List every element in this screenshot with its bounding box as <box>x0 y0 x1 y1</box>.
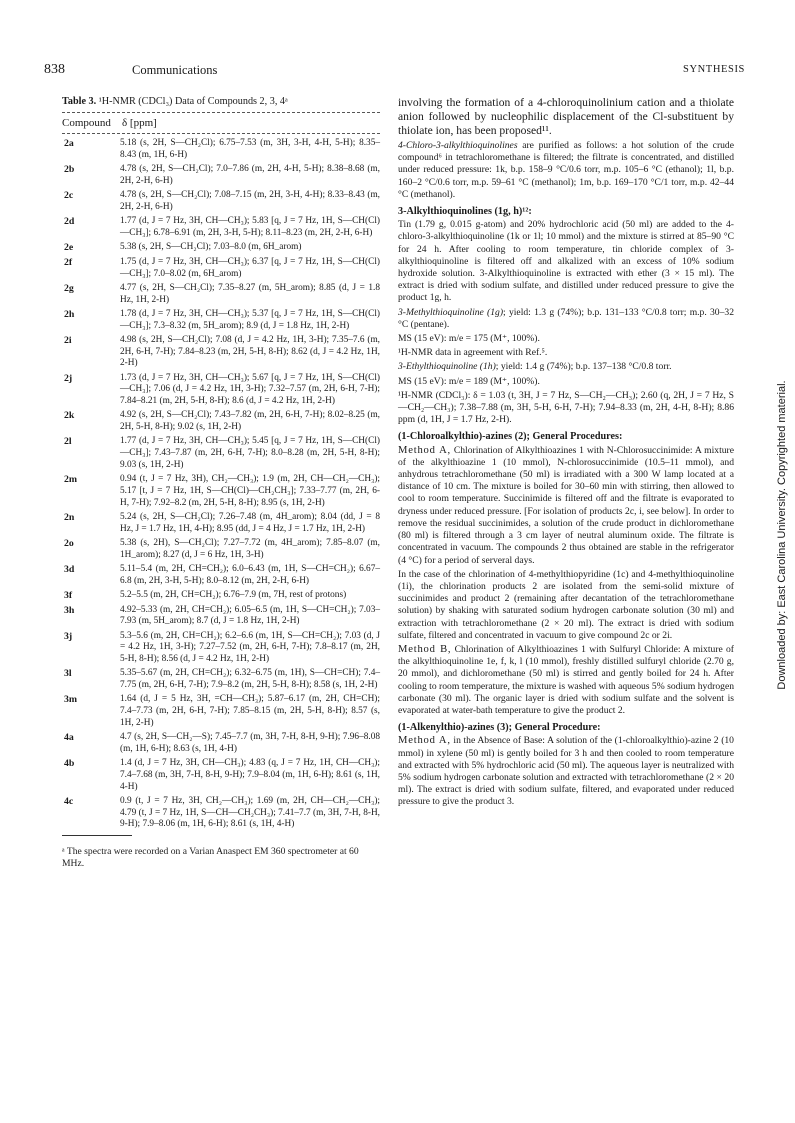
compound-1g-nmr: ¹H-NMR data in agreement with Ref.⁵. <box>398 347 548 359</box>
section-title: Communications <box>132 63 218 77</box>
nmr-shifts: 1.77 (d, J = 7 Hz, 3H, CH—CH₃); 5.45 [q, J = 7 Hz, 1H, S—CH(Cl)—CH₃]; 7.43–7.87 (m, 2H, 6-H, 7-H); 8.0–8.28 (m, 2H, 5-H, 8-H); 9.03 (s, 1H, 2-H) <box>120 436 380 471</box>
nmr-shifts: 5.18 (s, 2H, S—CH₂Cl); 6.75–7.53 (m, 3H, 3-H, 4-H, 5-H); 8.35–8.43 (m, 1H, 6-H) <box>120 138 380 161</box>
table-row <box>62 257 380 281</box>
nmr-shifts: 4.78 (s, 2H, S—CH₂Cl); 7.0–7.86 (m, 2H, 4-H, 5-H); 8.38–8.68 (m, 2H, 2-H, 6-H) <box>120 164 380 187</box>
table-row <box>62 732 380 756</box>
compound-id: 3h <box>64 604 75 616</box>
compound-1h <box>398 361 734 373</box>
table-row <box>62 436 380 471</box>
heading-alkenylthio-azines: (1-Alkenylthio)-azines (3); General Procedure: <box>398 722 601 734</box>
table-header-rule <box>62 133 380 134</box>
compound-id: 2k <box>64 410 75 422</box>
compound-1g <box>398 307 734 331</box>
compound-id: 4a <box>64 732 74 744</box>
table-title <box>62 96 380 108</box>
nmr-shifts: 1.75 (d, J = 7 Hz, 3H, CH—CH₃); 6.37 [q, J = 7 Hz, 1H, S—CH(Cl)—CH₃]; 7.0–8.02 (m, 6H_arom) <box>120 256 380 279</box>
heading-alkylthioquinolines: 3-Alkylthioquinolines (1g, h)¹²: <box>398 206 532 218</box>
compound-id: 2c <box>64 190 74 202</box>
nmr-shifts: 0.94 (t, J = 7 Hz, 3H), CH₂—CH₃); 1.9 (m, 2H, CH—CH₂—CH₃); 5.17 [t, J = 7 Hz, 1H, S—CH(Cl)—CH₂CH₃]; 7.33–7.77 (m, 2H, 6-H, 7-H); 7.92–8.2 (m, 2H, 5-H, 8-H); 8.95 (s, 1H, 2-H) <box>120 474 380 508</box>
table-row <box>62 605 380 629</box>
table-row <box>62 564 380 588</box>
body-text-column <box>398 96 734 811</box>
table-bottom-rule <box>62 835 132 836</box>
nmr-shifts: 5.11–5.4 (m, 2H, CH=CH₂); 6.0–6.43 (m, 1H, S—CH=CH₂); 6.67–6.8 (m, 2H, 3-H, 5-H); 8.0–8.12 (m, 2H, 2-H, 6-H) <box>120 563 380 586</box>
compound-id: 2e <box>64 242 74 254</box>
table-row <box>62 474 380 509</box>
nmr-shifts: 1.78 (d, J = 7 Hz, 3H, CH—CH₃); 5.37 [q, J = 7 Hz, 1H, S—CH(Cl)—CH₃]; 7.3–8.32 (m, 5H_arom); 8.9 (d, J = 1.8 Hz, 1H, 2-H) <box>120 308 380 331</box>
table-row <box>62 410 380 434</box>
compound-id: 2j <box>64 372 73 384</box>
method-b-paragraph <box>398 644 734 717</box>
table-row <box>62 631 380 666</box>
method-a2-label: Method A, <box>398 735 451 747</box>
nmr-shifts: 5.2–5.5 (m, 2H, CH=CH₂); 6.76–7.9 (m, 7H, rest of protons) <box>120 589 347 600</box>
compound-1h-data: ; yield: 1.4 g (74%); b.p. 137–138 °C/0.8 torr. <box>495 361 672 373</box>
nmr-shifts: 5.3–5.6 (m, 2H, CH=CH₂); 6.2–6.6 (m, 1H, S—CH=CH₂); 7.03 (d, J = 4.2 Hz, 1H, 3-H); 7.27–7.52 (m, 2H, 6-H, 7-H); 7.8–8.17 (m, 2H, 5-H, 8-H); 8.56 (d, J = 4.2 Hz, 1H, 2-H) <box>120 630 380 665</box>
table-label: Table 3. <box>62 96 97 107</box>
compound-id: 2g <box>64 282 74 294</box>
compound-id: 3m <box>64 694 78 706</box>
table-row <box>62 590 380 602</box>
compound-id: 2o <box>64 537 74 549</box>
nmr-table <box>62 96 380 870</box>
table-row <box>62 335 380 370</box>
compound-1h-name: 3-Ethylthioquinoline (1h) <box>398 361 496 373</box>
table-row <box>62 512 380 536</box>
column-header-delta: δ [ppm] <box>122 117 157 130</box>
compound-id: 2f <box>64 256 73 268</box>
compound-1h-nmr: ¹H-NMR (CDCl₃): δ = 1.03 (t, 3H, J = 7 Hz, S—CH₂—CH₃); 2.60 (q, 2H, J = 7 Hz, S—CH₂—CH₃); 7.38–7.88 (m, 3H, 5-H, 6-H, 7-H); 7.94–8.33 (m, 2H, 4-H, 8-H); 8.86 ppm (d, 1H, J = 1.7 Hz, 2-H). <box>398 389 734 426</box>
table-row <box>62 758 380 793</box>
nmr-shifts: 5.24 (s, 2H, S—CH₂Cl); 7.26–7.48 (m, 4H_arom); 8.04 (dd, J = 8 Hz, J = 1.7 Hz, 1H, 4-H); 8.95 (dd, J = 4 Hz, J = 1.7 Hz, 1H, 2-H) <box>120 512 380 534</box>
table-row <box>62 694 380 729</box>
table-caption: ¹H-NMR (CDCl₃) Data of Compounds 2, 3, 4ᵃ <box>96 96 288 107</box>
nmr-shifts: 4.78 (s, 2H, S—CH₂Cl); 7.08–7.15 (m, 2H, 3-H, 4-H); 8.33–8.43 (m, 2H, 2-H, 6-H) <box>120 190 380 213</box>
method-a2-paragraph <box>398 735 734 808</box>
method-a2-text: in the Absence of Base: A solution of the (1-chloroalkylthio)-azine 2 (10 mmol) in xylene (50 ml) is gently boiled for 3 h and then cooled to room temperature and extracted with 5% hydrochloric acid (50 ml). The aqueous layer is neutralized with 5% sodium hydrogen carbonate solution and extracted with tetrachloromethane (2 × 20 ml). The extract is dried with sodium sulfate, filtered, and evaporated under reduced pressure to give the product 3. <box>398 735 734 808</box>
compound-id: 4c <box>64 795 74 807</box>
table-row <box>62 283 380 307</box>
table-body <box>62 138 380 831</box>
table-row <box>62 309 380 333</box>
chloro-paragraph <box>398 140 734 201</box>
page-number: 838 <box>44 62 65 77</box>
nmr-shifts: 1.73 (d, J = 7 Hz, 3H, CH—CH₃); 5.67 [q, J = 7 Hz, 1H, S—CH(Cl)—CH₃]; 7.06 (d, J = 4.2 Hz, 1H, 3-H); 7.32–7.57 (m, 2H, 6-H, 7-H); 7.84–8.21 (m, 2H, 5-H, 8-H); 8.6 (d, J = 4.2 Hz, 1H, 2-H) <box>120 372 380 407</box>
table-footnote: ᵃ The spectra were recorded on a Varian Anaspect EM 360 spectrometer at 60 MHz. <box>62 846 359 870</box>
compound-id: 2i <box>64 334 72 346</box>
nmr-shifts: 1.4 (d, J = 7 Hz, 3H, CH—CH₃); 4.83 (q, J = 7 Hz, 1H, CH—CH₃); 7.4–7.68 (m, 3H, 7-H, 8-H, 9-H); 7.9–8.04 (m, 1H, 6-H); 8.61 (s, 1H, 4-H) <box>120 758 380 792</box>
table-row <box>62 216 380 240</box>
alkylthio-procedure: Tin (1.79 g, 0.015 g-atom) and 20% hydrochloric acid (50 ml) are added to the 4-chloro-3-alkylthioquinoline (1k or 1l; 10 mmol) and the mixture is stirred at 85–90 °C for 24 h. After cooling to room temperature, tin chloride complex of 3-alkylthioquinoline is filtered off and alkalized with an excess of 10% sodium hydroxide solution. 3-Alkylthioquinoline is extracted with ether (3 × 15 ml). The extract is dried with sodium sulfate, and distilled under reduced pressure to give the product 1g, h. <box>398 219 734 304</box>
case-paragraph: In the case of the chlorination of 4-methylthiopyridine (1c) and 4-methylthioquinoline (1i), the chlorination products 2 are isolated from the semi-solid mixture of succinimides and product 2 (remaining after decantation of the tetrachloromethane solution) by shaking with saturated sodium hydrogen carbonate solution (30 ml) and extraction with tetrachloromethane (2 × 20 ml). The extract is dried with sodium sulfate, filtered and concentrated in vacuum to give compound 2c or 2i. <box>398 568 734 641</box>
download-watermark: Downloaded by: East Carolina University. Copyrighted material. <box>776 380 788 690</box>
method-b-text: Chlorination of Alkylthioazines 1 with Sulfuryl Chloride: A mixture of the alkylthioquinoline 1e, f, k, l (10 mmol), freshly distilled sulfuryl chloride (2.70 g, 20 mmol), and dichloromethane (50 ml) is stirred and gently boiled for 24 h. After cooling to room temperature, the mixture is washed with aqueous 5% sodium hydrogen carbonate (30 ml). The organic layer is dried with sodium sulfate and the solvent is evaporated at water-bath temperature to give the product 2. <box>398 643 734 716</box>
compound-id: 2m <box>64 474 78 486</box>
nmr-shifts: 4.92–5.33 (m, 2H, CH=CH₂); 6.05–6.5 (m, 1H, S—CH=CH₂); 7.03–7.93 (m, 5H_arom); 8.7 (d, J = 1.8 Hz, 1H, 2-H) <box>120 604 380 627</box>
column-header-compound: Compound <box>62 117 111 130</box>
method-a-text: Chlorination of Alkylthioazines 1 with N-Chlorosuccinimide: A mixture of the alkylthioazine 1 (10 mmol), N-chlorosuccinimide (10.5–11 mmol), and anhydrous tetrachloromethane (50 ml) is irradiated with a 300 W lamp located at a distance of 10 cm. The mixture is boiled for 30–60 min with stirring, then allowed to cool to room temperature. Succinimide is filtered off and the filtrate is evaporated to dryness under reduced pressure. [For isolation of products 2c, i, see below]. In order to remove the residual succinimides, a solution of the crude product in dichloromethane (80 ml) is filtered through a 3 cm layer of neutral aluminum oxide. The filtrate is concentrated in vacuum. The compounds 2 thus obtained are stable in the refrigerator (4 °C) for a period of serveral days. <box>398 444 734 566</box>
journal-name: SYNTHESIS <box>683 64 745 75</box>
compound-id: 2b <box>64 164 75 176</box>
compound-1g-name: 3-Methylthioquinoline (1g) <box>398 306 504 318</box>
compound-id: 2h <box>64 308 75 320</box>
running-head <box>44 62 745 80</box>
method-a-paragraph <box>398 445 734 567</box>
nmr-shifts: 4.98 (s, 2H, S—CH₂Cl); 7.08 (d, J = 4.2 Hz, 1H, 3-H); 7.35–7.6 (m, 2H, 6-H, 7-H); 7.84–8.23 (m, 2H, 5-H, 8-H); 8.62 (d, J = 4.2 Hz, 1H, 2-H) <box>120 334 380 369</box>
compound-id: 3f <box>64 589 73 601</box>
table-row <box>62 668 380 692</box>
compound-1h-ms: MS (15 eV): m/e = 189 (M⁺, 100%). <box>398 375 540 387</box>
compound-id: 4b <box>64 758 75 770</box>
nmr-shifts: 1.77 (d, J = 7 Hz, 3H, CH—CH₃); 5.83 [q, J = 7 Hz, 1H, S—CH(Cl)—CH₃]; 6.78–6.91 (m, 2H, 3-H, 5-H); 8.11–8.23 (m, 2H, 2-H, 6-H) <box>120 216 380 239</box>
table-row <box>62 164 380 188</box>
nmr-shifts: 5.38 (s, 2H, S—CH₂Cl); 7.03–8.0 (m, 6H_arom) <box>120 242 302 253</box>
chloro-compound-name: 4-Chloro-3-alkylthioquinolines <box>398 140 518 151</box>
method-b-label: Method B, <box>398 643 452 655</box>
compound-id: 2n <box>64 512 75 523</box>
compound-id: 2l <box>64 436 72 448</box>
table-header <box>62 113 380 133</box>
nmr-shifts: 4.7 (s, 2H, S—CH₂—S); 7.45–7.7 (m, 3H, 7-H, 8-H, 9-H); 7.96–8.08 (m, 1H, 6-H); 8.63 (s, 1H, 4-H) <box>120 732 380 754</box>
compound-id: 3j <box>64 630 73 642</box>
table-row <box>62 190 380 214</box>
compound-id: 3l <box>64 668 72 680</box>
compound-id: 3d <box>64 563 75 575</box>
nmr-shifts: 5.38 (s, 2H), S—CH₂Cl); 7.27–7.72 (m, 4H_arom); 7.85–8.07 (m, 1H_arom); 8.27 (d, J = 6 Hz, 1H, 3-H) <box>120 537 380 560</box>
table-row <box>62 242 380 254</box>
compound-id: 2a <box>64 138 74 150</box>
nmr-shifts: 0.9 (t, J = 7 Hz, 3H, CH₂—CH₃); 1.69 (m, 2H, CH—CH₂—CH₃); 4.79 (t, J = 7 Hz, 1H, S—CH—CH₂CH₃); 7.41–7.7 (m, 3H, 7-H, 8-H, 9-H); 7.9–8.06 (m, 1H, 6-H); 8.61 (s, 1H, 4-H) <box>120 795 380 830</box>
compound-1g-data: ; yield: 1.3 g (74%); b.p. 131–133 °C/0.8 torr; m.p. 30–32 °C (pentane). <box>398 306 734 330</box>
method-a-label: Method A, <box>398 444 451 456</box>
table-row <box>62 373 380 408</box>
heading-chloroalkylthio-azines: (1-Chloroalkylthio)-azines (2); General Procedures: <box>398 431 623 443</box>
nmr-shifts: 1.64 (d, J = 5 Hz, 3H, =CH—CH₃); 5.87–6.17 (m, 2H, CH=CH); 7.4–7.73 (m, 2H, 6-H, 7-H); 7.85–8.15 (m, 2H, 5-H, 8-H); 8.57 (s, 1H, 2-H) <box>120 694 380 728</box>
nmr-shifts: 4.92 (s, 2H, S—CH₂Cl); 7.43–7.82 (m, 2H, 6-H, 7-H); 8.02–8.25 (m, 2H, 5-H, 8-H); 9.02 (s, 1H, 2-H) <box>120 410 380 433</box>
compound-1g-ms: MS (15 eV): m/e = 175 (M⁺, 100%). <box>398 333 540 345</box>
chloro-text: are purified as follows: a hot solution of the crude compound⁶ in tetrachloromethane is filtered; the filtrate is concentrated, and distilled under reduced pressure: 1k, b.p. 158–9 °C/0.6 torr, m.p. 105–6 °C (ethanol); 1l, b.p. 160–2 °C/0.6 torr, m.p. 59–61 °C (methanol); 1m, b.p. 169–170 °C/1 torr, m.p. 42–44 °C (methanol). <box>398 140 734 200</box>
table-row <box>62 796 380 831</box>
table-row <box>62 538 380 562</box>
intro-paragraph: involving the formation of a 4-chloroquinolinium cation and a thiolate anion followed by nucleophilic displacement of the Cl-substituent by thiolate ion, has been proposed¹¹. <box>398 96 734 137</box>
compound-id: 2d <box>64 216 75 228</box>
nmr-shifts: 5.35–5.67 (m, 2H, CH=CH₂); 6.32–6.75 (m, 1H), S—CH=CH); 7.4–7.75 (m, 2H, 6-H, 7-H); 7.9–8.2 (m, 2H, 5-H, 8-H); 8.58 (s, 1H, 2-H) <box>120 668 380 691</box>
nmr-shifts: 4.77 (s, 2H, S—CH₂Cl); 7.35–8.27 (m, 5H_arom); 8.85 (d, J = 1.8 Hz, 1H, 2-H) <box>120 282 380 305</box>
table-row <box>62 138 380 162</box>
